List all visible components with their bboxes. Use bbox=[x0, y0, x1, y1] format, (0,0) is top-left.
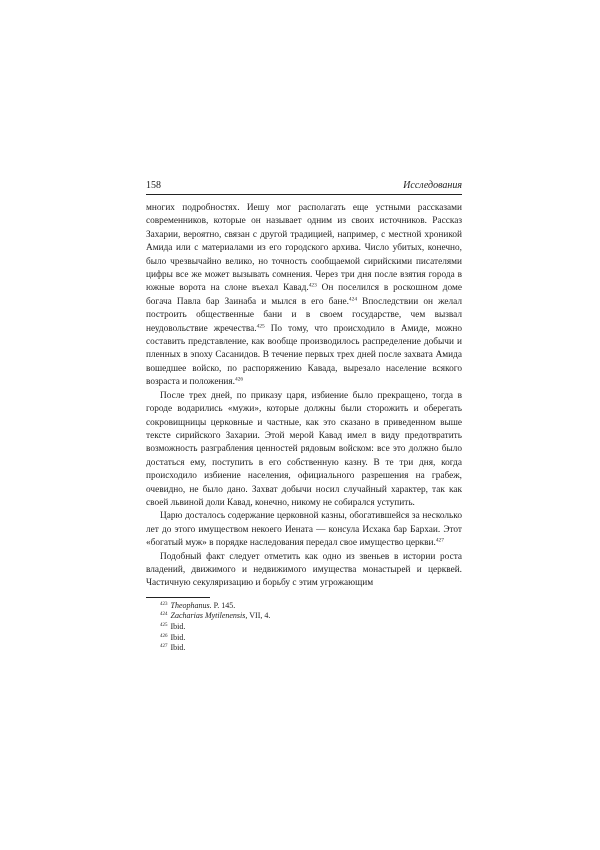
footnotes bbox=[146, 601, 462, 654]
footnote-text: VII, 4. bbox=[247, 611, 271, 621]
footnote-ref: 424 bbox=[348, 296, 358, 303]
text-run: Он поселился в роскошном доме богача Павла бар Заинаба и мылся в его бане. bbox=[146, 283, 462, 307]
footnote-ref: 426 bbox=[235, 376, 244, 383]
text-run: После трех дней, по приказу царя, избиение было прекращено, тогда в городе водарились «мужи», которые должны были сторожить и оберегать сокровищницы церковные и частные, как это сказано в приведенном выше тексте сирийского Захарии. Этой мерой Кавад имел в виду предотвратить возможность разграбления ценностей рядовым войском: все это должно было достаться ему, поступить в его собственную казну. В те три дня, когда происходило избиение населения, официального разрешения на грабеж, очевидно, не было дано. Захват добычи носил случайный характер, так как своей львиной доли Кавад, конечно, никому не собирался уступить. bbox=[146, 390, 462, 508]
page-number: 158 bbox=[146, 180, 161, 191]
footnote-number: 427 bbox=[160, 644, 168, 650]
footnote-rule bbox=[146, 597, 210, 598]
footnote-text: P. 145. bbox=[211, 600, 236, 610]
running-header bbox=[146, 180, 462, 192]
paragraph bbox=[146, 510, 462, 550]
footnote bbox=[160, 601, 462, 612]
footnote-author: Theophanus. bbox=[170, 600, 212, 610]
footnote bbox=[160, 622, 462, 633]
text-run: По тому, что происходило в Амиде, можно составить представление, как вообще производилось распределение добычи и пленных в эпоху Сасанидов. В течение первых трех дней после захвата Амида вошедшее войско, по распоряжению Кавада, вырезало население всякого возраста и положения. bbox=[146, 323, 462, 388]
footnote-number: 424 bbox=[160, 612, 168, 618]
footnote-ref: 427 bbox=[435, 537, 444, 544]
footnote bbox=[160, 611, 462, 622]
book-page bbox=[146, 180, 462, 654]
footnote-author: Zacharias Mytilenensis, bbox=[170, 611, 248, 621]
text-run: Царю досталось содержание церковной казны, обогатившейся за несколько лет до этого имуществом некоего Иената — консула Исхака бар Бархаи. Этот «богатый муж» в порядке наследования передал свое имущество церкви. bbox=[146, 511, 462, 549]
footnote-ref: 423 bbox=[308, 282, 317, 289]
footnote-number: 425 bbox=[160, 622, 168, 628]
footnote-text: Ibid. bbox=[170, 621, 186, 631]
footnote-text: Ibid. bbox=[170, 643, 186, 653]
footnote bbox=[160, 633, 462, 644]
footnote-number: 426 bbox=[160, 633, 168, 639]
paragraph bbox=[146, 202, 462, 390]
text-run: многих подробностях. Иешу мог располагать еще устными рассказами современников, которые он называет одним из своих источников. Рассказ Захарии, вероятно, связан с другой традицией, например, с местной хроникой Амида или с материалами из его городского архива. Число убитых, конечно, было чрезвычайно велико, но точность сообщаемой сирийскими писателями цифры все же может вызывать сомнения. Через три дня после взятия города в южные ворота на слоне въехал Кавад. bbox=[146, 203, 462, 294]
paragraph bbox=[146, 551, 462, 591]
footnote-number: 423 bbox=[160, 601, 168, 607]
footnote bbox=[160, 643, 462, 654]
main-text bbox=[146, 202, 462, 591]
running-title: Исследования bbox=[403, 180, 462, 191]
text-run: Впоследствии он желал построить общественные бани и в своем государстве, чем вызвал неудовольствие жречества. bbox=[146, 296, 462, 334]
header-rule bbox=[146, 194, 462, 195]
paragraph bbox=[146, 390, 462, 511]
footnote-ref: 425 bbox=[256, 323, 265, 330]
footnote-text: Ibid. bbox=[170, 632, 186, 642]
text-run: Подобный факт следует отметить как одно из звеньев в истории роста владений, движимого и недвижимого имущества монастырей и церквей. Частичную секуляризацию и борьбу с этим угрожающим bbox=[146, 551, 462, 589]
